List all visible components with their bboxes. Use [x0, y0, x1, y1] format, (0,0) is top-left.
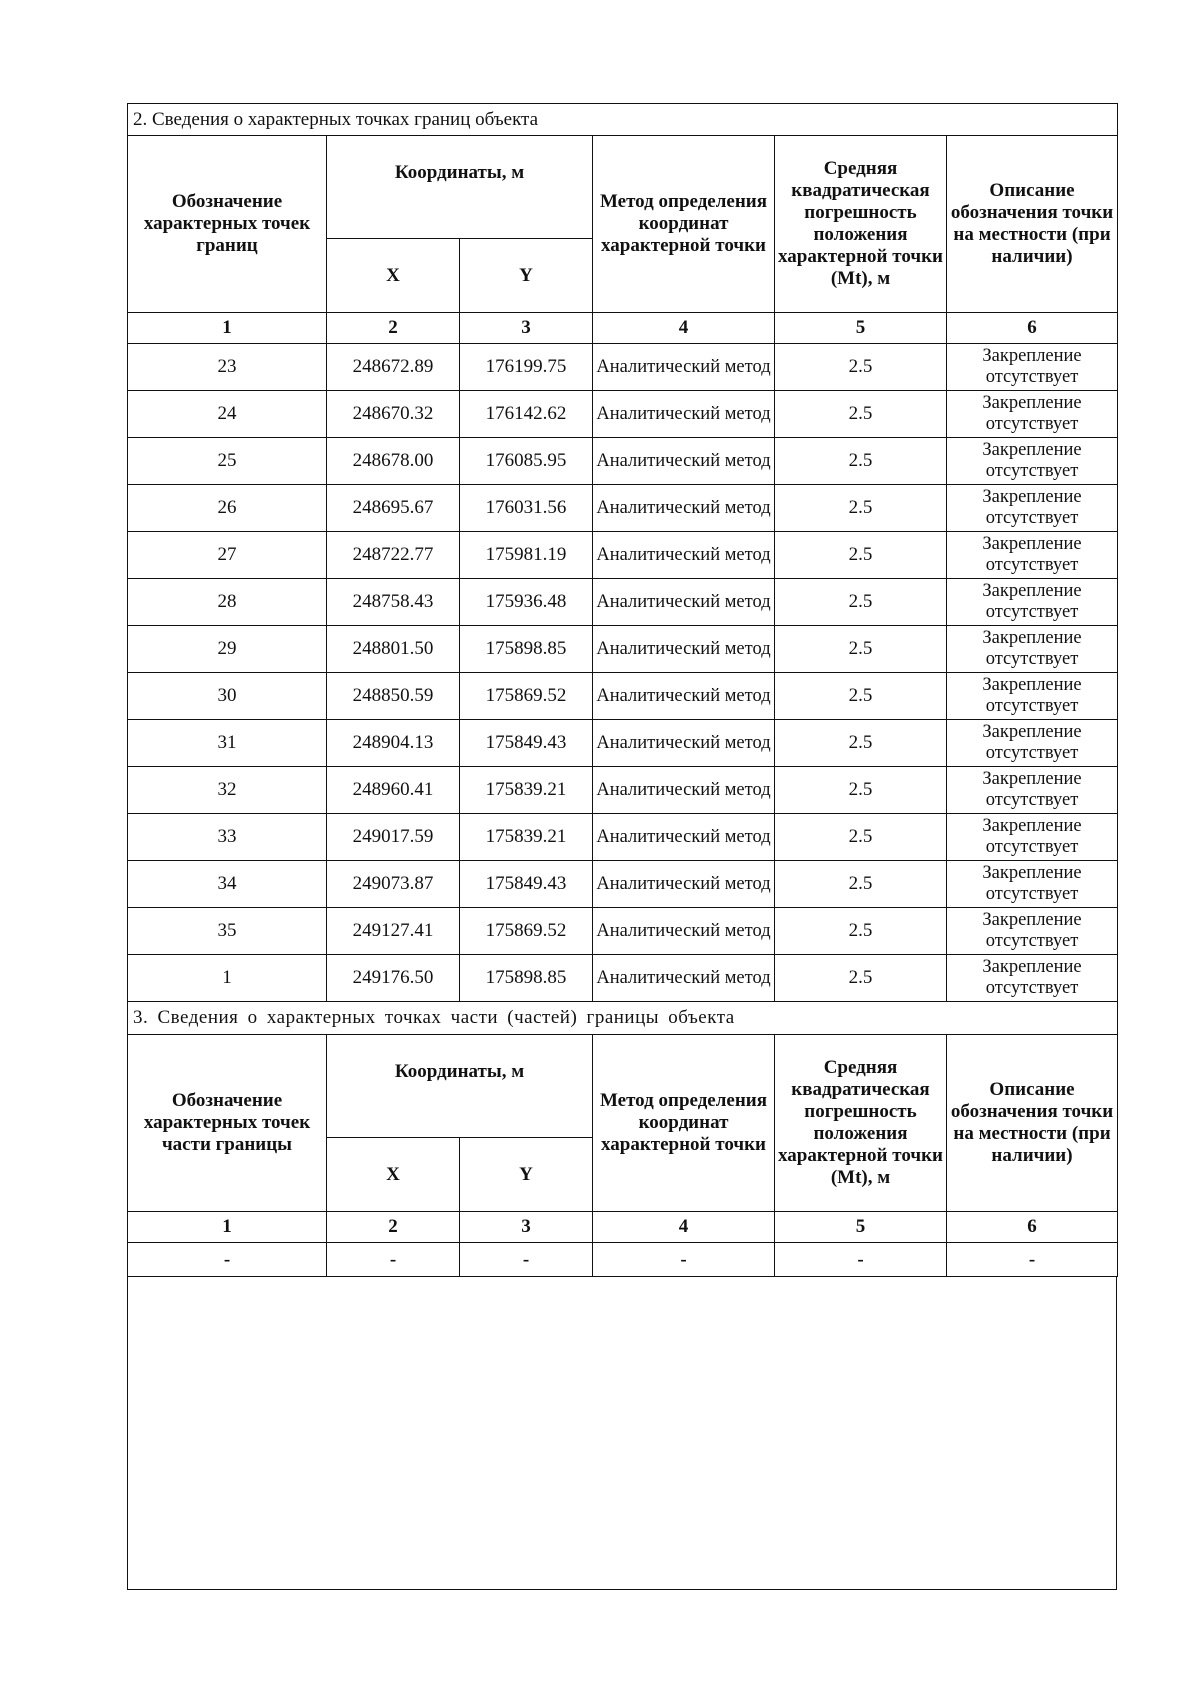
table-row: [128, 673, 1118, 720]
header-y: Y: [460, 239, 593, 313]
error-cell: 2.5: [775, 955, 947, 1002]
point-number: 34: [128, 861, 327, 908]
header-description: Описание обозначения точки на местности (при наличии): [947, 1035, 1118, 1212]
description-cell: Закрепление отсутствует: [947, 532, 1118, 579]
method-cell: Аналитический метод: [593, 532, 775, 579]
method-cell: Аналитический метод: [593, 673, 775, 720]
coordinate-x: 248758.43: [327, 579, 460, 626]
point-number: 27: [128, 532, 327, 579]
table-row: [128, 908, 1118, 955]
table-row: [128, 438, 1118, 485]
point-number: 31: [128, 720, 327, 767]
header-coordinates: Координаты, м: [327, 1035, 593, 1138]
column-number: 5: [775, 313, 947, 344]
table-row: [128, 814, 1118, 861]
method-cell: Аналитический метод: [593, 626, 775, 673]
coordinate-y: 175898.85: [460, 955, 593, 1002]
coordinate-y: 176085.95: [460, 438, 593, 485]
empty-cell: -: [327, 1243, 460, 1277]
coordinate-y: 175849.43: [460, 861, 593, 908]
method-cell: Аналитический метод: [593, 955, 775, 1002]
error-cell: 2.5: [775, 720, 947, 767]
blank-area: [127, 1277, 1117, 1590]
empty-cell: -: [593, 1243, 775, 1277]
point-number: 35: [128, 908, 327, 955]
header-error: Средняя квадратическая погрешность положения характерной точки (Mt), м: [775, 1035, 947, 1212]
coordinate-x: 249127.41: [327, 908, 460, 955]
method-cell: Аналитический метод: [593, 391, 775, 438]
description-cell: Закрепление отсутствует: [947, 391, 1118, 438]
method-cell: Аналитический метод: [593, 344, 775, 391]
point-number: 23: [128, 344, 327, 391]
header-method: Метод определения координат характерной точки: [593, 1035, 775, 1212]
column-number: 3: [460, 1212, 593, 1243]
column-number: 2: [327, 1212, 460, 1243]
coordinate-x: 248722.77: [327, 532, 460, 579]
method-cell: Аналитический метод: [593, 579, 775, 626]
point-number: 30: [128, 673, 327, 720]
description-cell: Закрепление отсутствует: [947, 485, 1118, 532]
coordinate-y: 175839.21: [460, 814, 593, 861]
table-row: [128, 532, 1118, 579]
point-number: 29: [128, 626, 327, 673]
coordinate-x: 248670.32: [327, 391, 460, 438]
point-number: 25: [128, 438, 327, 485]
header-x: X: [327, 1138, 460, 1212]
column-number: 1: [128, 1212, 327, 1243]
coordinate-x: 248672.89: [327, 344, 460, 391]
table-row: [128, 485, 1118, 532]
point-number: 28: [128, 579, 327, 626]
coordinate-x: 248695.67: [327, 485, 460, 532]
coordinate-x: 248960.41: [327, 767, 460, 814]
table-row: [128, 579, 1118, 626]
coordinate-x: 248850.59: [327, 673, 460, 720]
error-cell: 2.5: [775, 626, 947, 673]
error-cell: 2.5: [775, 391, 947, 438]
point-number: 32: [128, 767, 327, 814]
error-cell: 2.5: [775, 861, 947, 908]
table-row: [128, 626, 1118, 673]
point-number: 33: [128, 814, 327, 861]
coordinate-x: 248678.00: [327, 438, 460, 485]
coordinate-y: 175869.52: [460, 908, 593, 955]
column-number: 2: [327, 313, 460, 344]
method-cell: Аналитический метод: [593, 438, 775, 485]
coordinate-y: 175936.48: [460, 579, 593, 626]
point-number: 24: [128, 391, 327, 438]
column-number: 6: [947, 1212, 1118, 1243]
header-method: Метод определения координат характерной точки: [593, 136, 775, 313]
header-description: Описание обозначения точки на местности (при наличии): [947, 136, 1118, 313]
coordinate-x: 249176.50: [327, 955, 460, 1002]
description-cell: Закрепление отсутствует: [947, 861, 1118, 908]
column-number: 4: [593, 313, 775, 344]
error-cell: 2.5: [775, 814, 947, 861]
column-number: 5: [775, 1212, 947, 1243]
coordinate-x: 248904.13: [327, 720, 460, 767]
description-cell: Закрепление отсутствует: [947, 720, 1118, 767]
error-cell: 2.5: [775, 344, 947, 391]
column-numbers-row: [128, 1212, 1118, 1243]
header-y: Y: [460, 1138, 593, 1212]
coordinate-x: 248801.50: [327, 626, 460, 673]
method-cell: Аналитический метод: [593, 767, 775, 814]
header-point: Обозначение характерных точек границ: [128, 136, 327, 313]
point-number: 1: [128, 955, 327, 1002]
table-row: [128, 391, 1118, 438]
description-cell: Закрепление отсутствует: [947, 767, 1118, 814]
coordinate-x: 249017.59: [327, 814, 460, 861]
coordinate-y: 175849.43: [460, 720, 593, 767]
description-cell: Закрепление отсутствует: [947, 814, 1118, 861]
description-cell: Закрепление отсутствует: [947, 673, 1118, 720]
header-point: Обозначение характерных точек части границы: [128, 1035, 327, 1212]
header-coordinates: Координаты, м: [327, 136, 593, 239]
coordinate-x: 249073.87: [327, 861, 460, 908]
header-error: Средняя квадратическая погрешность положения характерной точки (Mt), м: [775, 136, 947, 313]
column-number: 3: [460, 313, 593, 344]
error-cell: 2.5: [775, 485, 947, 532]
description-cell: Закрепление отсутствует: [947, 955, 1118, 1002]
error-cell: 2.5: [775, 532, 947, 579]
error-cell: 2.5: [775, 767, 947, 814]
column-number: 6: [947, 313, 1118, 344]
error-cell: 2.5: [775, 579, 947, 626]
coordinate-y: 175898.85: [460, 626, 593, 673]
point-number: 26: [128, 485, 327, 532]
coordinate-y: 176199.75: [460, 344, 593, 391]
section-3-title: 3. Сведения о характерных точках части (частей) границы объекта: [128, 1002, 1118, 1035]
coordinate-y: 176031.56: [460, 485, 593, 532]
empty-cell: -: [947, 1243, 1118, 1277]
table-row: [128, 767, 1118, 814]
method-cell: Аналитический метод: [593, 720, 775, 767]
empty-cell: -: [460, 1243, 593, 1277]
column-numbers-row: [128, 313, 1118, 344]
section-2-title: 2. Сведения о характерных точках границ объекта: [128, 104, 1118, 136]
error-cell: 2.5: [775, 438, 947, 485]
table-row: [128, 344, 1118, 391]
description-cell: Закрепление отсутствует: [947, 579, 1118, 626]
column-number: 1: [128, 313, 327, 344]
description-cell: Закрепление отсутствует: [947, 908, 1118, 955]
coordinate-y: 176142.62: [460, 391, 593, 438]
empty-cell: -: [128, 1243, 327, 1277]
method-cell: Аналитический метод: [593, 485, 775, 532]
coordinate-y: 175869.52: [460, 673, 593, 720]
column-number: 4: [593, 1212, 775, 1243]
table-row: [128, 955, 1118, 1002]
error-cell: 2.5: [775, 908, 947, 955]
method-cell: Аналитический метод: [593, 861, 775, 908]
description-cell: Закрепление отсутствует: [947, 626, 1118, 673]
coordinate-y: 175839.21: [460, 767, 593, 814]
method-cell: Аналитический метод: [593, 908, 775, 955]
method-cell: Аналитический метод: [593, 814, 775, 861]
header-x: X: [327, 239, 460, 313]
empty-row: [128, 1243, 1118, 1277]
empty-cell: -: [775, 1243, 947, 1277]
section-2-table: [127, 103, 1118, 1277]
description-cell: Закрепление отсутствует: [947, 438, 1118, 485]
table-row: [128, 720, 1118, 767]
description-cell: Закрепление отсутствует: [947, 344, 1118, 391]
error-cell: 2.5: [775, 673, 947, 720]
table-row: [128, 861, 1118, 908]
document-page: [127, 103, 1117, 1590]
coordinate-y: 175981.19: [460, 532, 593, 579]
